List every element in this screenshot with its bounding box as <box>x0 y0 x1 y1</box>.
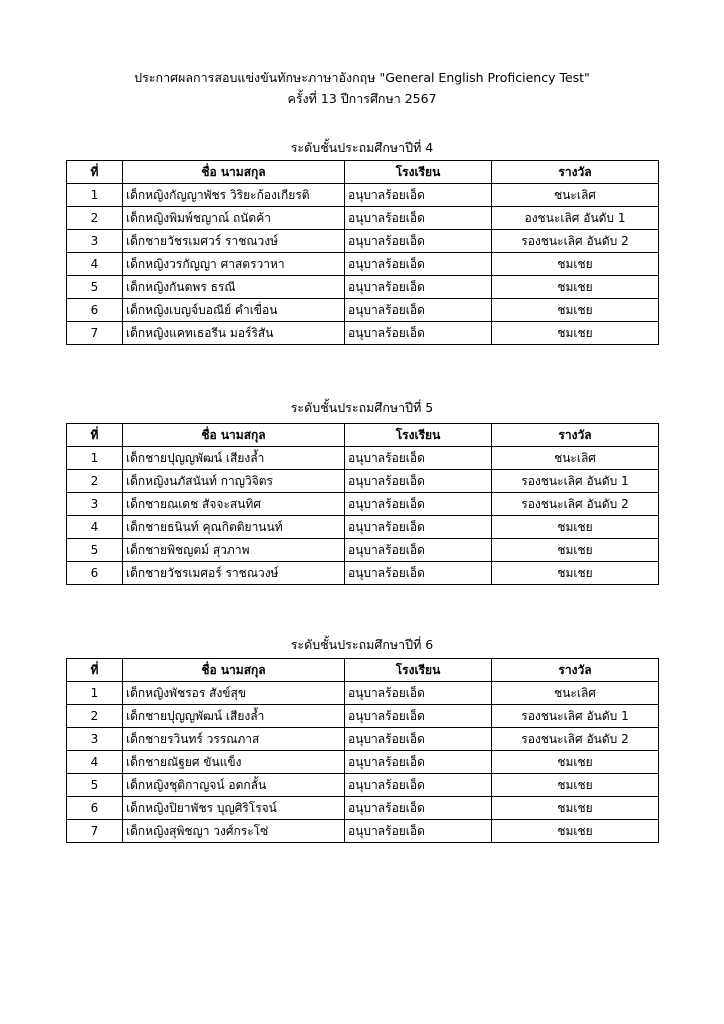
table-header-row <box>67 424 659 447</box>
school-cell: อนุบาลร้อยเอ็ด <box>345 797 492 820</box>
award-cell: ชมเชย <box>492 539 659 562</box>
name-cell: เด็กหญิงนภัสนันท์ กาญวิจิตร <box>123 470 345 493</box>
grade-level-heading: ระดับชั้นประถมศึกษาปีที่ 6 <box>290 637 434 652</box>
name-cell: เด็กหญิงวรกัญญา ศาสตรวาหา <box>123 253 345 276</box>
name-cell: เด็กชายวัชรเมศวร์ ราชณวงษ์ <box>123 230 345 253</box>
rank-cell: 6 <box>67 797 123 820</box>
table-row <box>67 230 659 253</box>
rank-cell: 4 <box>67 751 123 774</box>
rank-cell: 5 <box>67 539 123 562</box>
table-row <box>67 253 659 276</box>
school-cell: อนุบาลร้อยเอ็ด <box>345 299 492 322</box>
award-cell: รองชนะเลิศ อันดับ 1 <box>492 470 659 493</box>
column-header-rank: ที่ <box>67 659 123 682</box>
table-row <box>67 276 659 299</box>
name-cell: เด็กชายปุญญพัฒน์ เสียงล้ำ <box>123 447 345 470</box>
rank-cell: 2 <box>67 470 123 493</box>
school-cell: อนุบาลร้อยเอ็ด <box>345 207 492 230</box>
column-header-award: รางวัล <box>492 659 659 682</box>
school-cell: อนุบาลร้อยเอ็ด <box>345 774 492 797</box>
award-cell: รองชนะเลิศ อันดับ 1 <box>492 705 659 728</box>
name-cell: เด็กหญิงพัชรอร สังข์สุข <box>123 682 345 705</box>
award-cell: ชนะเลิศ <box>492 682 659 705</box>
name-cell: เด็กหญิงกันตพร ธรณี <box>123 276 345 299</box>
table-row <box>67 728 659 751</box>
announcement-subtitle: ครั้งที่ 13 ปีการศึกษา 2567 <box>287 91 437 106</box>
award-cell: ชมเชย <box>492 276 659 299</box>
name-cell: เด็กหญิงปิยาพัชร บุญศิริโรจน์ <box>123 797 345 820</box>
award-cell: รองชนะเลิศ อันดับ 2 <box>492 230 659 253</box>
column-header-award: รางวัล <box>492 161 659 184</box>
award-cell: ชมเชย <box>492 516 659 539</box>
school-cell: อนุบาลร้อยเอ็ด <box>345 751 492 774</box>
table-row <box>67 299 659 322</box>
rank-cell: 7 <box>67 820 123 843</box>
award-cell: รองชนะเลิศ อันดับ 2 <box>492 493 659 516</box>
table-row <box>67 539 659 562</box>
school-cell: อนุบาลร้อยเอ็ด <box>345 230 492 253</box>
school-cell: อนุบาลร้อยเอ็ด <box>345 820 492 843</box>
results-table <box>66 160 659 345</box>
table-row <box>67 470 659 493</box>
table-header-row <box>67 161 659 184</box>
column-header-school: โรงเรียน <box>345 659 492 682</box>
school-cell: อนุบาลร้อยเอ็ด <box>345 705 492 728</box>
grade-level-heading: ระดับชั้นประถมศึกษาปีที่ 4 <box>290 140 434 155</box>
table-row <box>67 493 659 516</box>
rank-cell: 3 <box>67 728 123 751</box>
column-header-rank: ที่ <box>67 424 123 447</box>
award-cell: ชมเชย <box>492 820 659 843</box>
rank-cell: 3 <box>67 230 123 253</box>
grade-level-heading: ระดับชั้นประถมศึกษาปีที่ 5 <box>290 400 434 415</box>
award-cell: องชนะเลิศ อันดับ 1 <box>492 207 659 230</box>
name-cell: เด็กชายพิชญตม์ สุวภาพ <box>123 539 345 562</box>
column-header-award: รางวัล <box>492 424 659 447</box>
award-cell: ชมเชย <box>492 774 659 797</box>
award-cell: ชมเชย <box>492 797 659 820</box>
column-header-school: โรงเรียน <box>345 161 492 184</box>
table-row <box>67 774 659 797</box>
rank-cell: 4 <box>67 516 123 539</box>
award-cell: ชมเชย <box>492 299 659 322</box>
name-cell: เด็กชายณัฐยศ ขันแข็ง <box>123 751 345 774</box>
table-row <box>67 797 659 820</box>
rank-cell: 7 <box>67 322 123 345</box>
school-cell: อนุบาลร้อยเอ็ด <box>345 493 492 516</box>
table-row <box>67 820 659 843</box>
rank-cell: 5 <box>67 774 123 797</box>
results-table <box>66 658 659 843</box>
name-cell: เด็กชายธนินท์ คุณกิตติยานนท์ <box>123 516 345 539</box>
column-header-name: ชื่อ นามสกุล <box>123 659 345 682</box>
school-cell: อนุบาลร้อยเอ็ด <box>345 184 492 207</box>
column-header-name: ชื่อ นามสกุล <box>123 424 345 447</box>
school-cell: อนุบาลร้อยเอ็ด <box>345 516 492 539</box>
name-cell: เด็กหญิงสุพิชญา วงศ์กระโซ่ <box>123 820 345 843</box>
name-cell: เด็กหญิงกัญญาพัชร วิริยะก้องเกียรติ <box>123 184 345 207</box>
rank-cell: 2 <box>67 207 123 230</box>
rank-cell: 5 <box>67 276 123 299</box>
award-cell: ชมเชย <box>492 751 659 774</box>
name-cell: เด็กชายวัชรเมศอร์ ราชณวงษ์ <box>123 562 345 585</box>
rank-cell: 1 <box>67 682 123 705</box>
table-row <box>67 516 659 539</box>
table-header-row <box>67 659 659 682</box>
column-header-school: โรงเรียน <box>345 424 492 447</box>
award-cell: รองชนะเลิศ อันดับ 2 <box>492 728 659 751</box>
school-cell: อนุบาลร้อยเอ็ด <box>345 728 492 751</box>
award-cell: ชนะเลิศ <box>492 447 659 470</box>
award-cell: ชนะเลิศ <box>492 184 659 207</box>
school-cell: อนุบาลร้อยเอ็ด <box>345 470 492 493</box>
school-cell: อนุบาลร้อยเอ็ด <box>345 253 492 276</box>
announcement-title: ประกาศผลการสอบแข่งขันทักษะภาษาอังกฤษ "General English Proficiency Test" <box>134 70 590 85</box>
award-cell: ชมเชย <box>492 322 659 345</box>
name-cell: เด็กหญิงพิมพ์ชญาณ์ ถนัดค้า <box>123 207 345 230</box>
rank-cell: 2 <box>67 705 123 728</box>
table-row <box>67 184 659 207</box>
rank-cell: 6 <box>67 299 123 322</box>
rank-cell: 3 <box>67 493 123 516</box>
name-cell: เด็กหญิงแคทเธอรีน มอร์ริสัน <box>123 322 345 345</box>
name-cell: เด็กชายรวินทร์ วรรณภาส <box>123 728 345 751</box>
table-row <box>67 682 659 705</box>
name-cell: เด็กชายณเดช สัจจะสนทิศ <box>123 493 345 516</box>
rank-cell: 6 <box>67 562 123 585</box>
school-cell: อนุบาลร้อยเอ็ด <box>345 447 492 470</box>
school-cell: อนุบาลร้อยเอ็ด <box>345 322 492 345</box>
rank-cell: 1 <box>67 447 123 470</box>
school-cell: อนุบาลร้อยเอ็ด <box>345 562 492 585</box>
school-cell: อนุบาลร้อยเอ็ด <box>345 682 492 705</box>
table-row <box>67 447 659 470</box>
school-cell: อนุบาลร้อยเอ็ด <box>345 539 492 562</box>
name-cell: เด็กหญิงเบญจ์บอณีย์ คำเขื่อน <box>123 299 345 322</box>
column-header-rank: ที่ <box>67 161 123 184</box>
table-row <box>67 751 659 774</box>
results-table <box>66 423 659 585</box>
table-row <box>67 322 659 345</box>
name-cell: เด็กชายปุญญพัฒน์ เสียงล้ำ <box>123 705 345 728</box>
table-row <box>67 207 659 230</box>
table-row <box>67 562 659 585</box>
column-header-name: ชื่อ นามสกุล <box>123 161 345 184</box>
school-cell: อนุบาลร้อยเอ็ด <box>345 276 492 299</box>
table-row <box>67 705 659 728</box>
name-cell: เด็กหญิงชุติกาญจน์ อดกลั้น <box>123 774 345 797</box>
rank-cell: 1 <box>67 184 123 207</box>
award-cell: ชมเชย <box>492 562 659 585</box>
award-cell: ชมเชย <box>492 253 659 276</box>
rank-cell: 4 <box>67 253 123 276</box>
